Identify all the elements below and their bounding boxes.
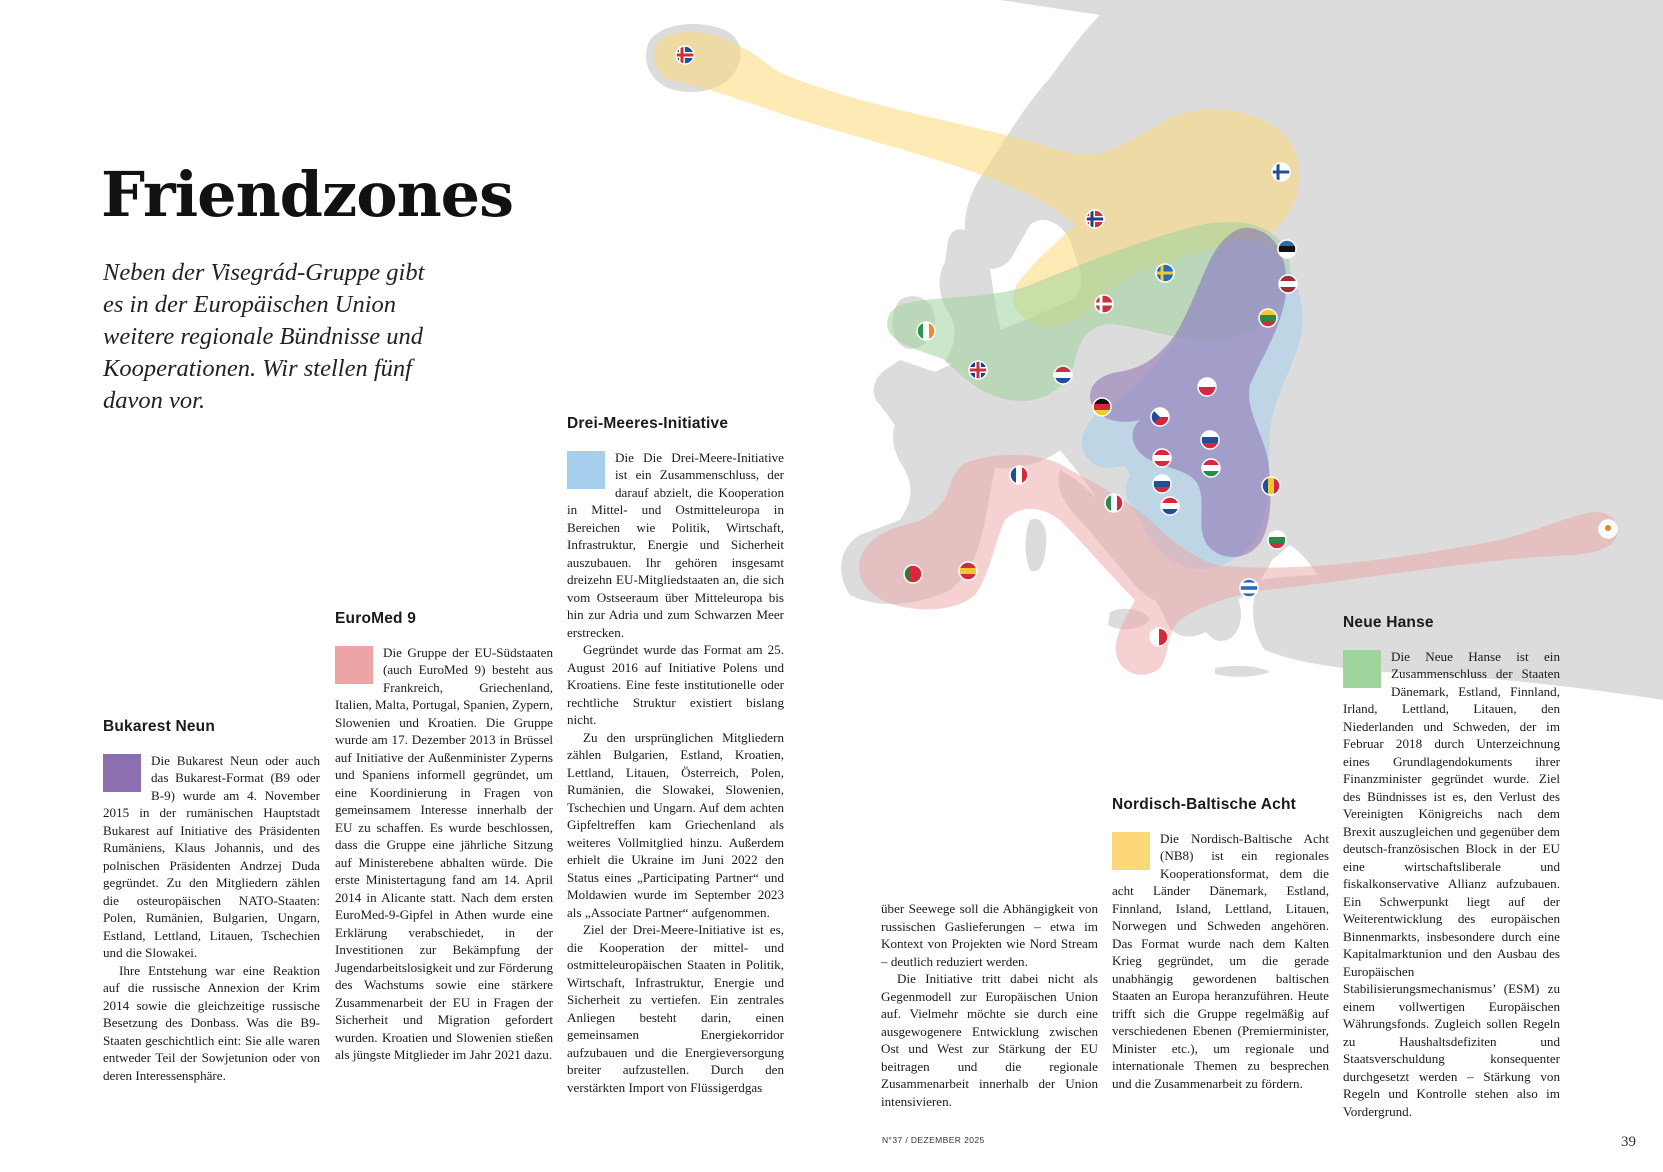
body-paragraph: Ihre Entstehung war eine Reaktion auf die russische Annexion der Krim 2014 sowie die gleichzeitige russische Besetzung des Donbass. Was die B9-Staaten geschichtlich eint: Sie alle waren entweder Teil der Sowjetunion oder von deren Interessensphäre. bbox=[103, 962, 320, 1083]
section-heading: Nordisch-Baltische Acht bbox=[1112, 796, 1297, 813]
body-paragraph: über Seewege soll die Abhängigkeit von russischen Gaslieferungen – etwa im Kontext von Projekten wie Nord Stream – deutlich reduziert werden. bbox=[881, 901, 1098, 969]
body-paragraph: Die Gruppe der EU-Südstaaten (auch EuroMed 9) besteht aus Frankreich, Griechenland, Italien, Malta, Portugal, Spanien, Zypern, Slowenien und Kroatien. Die Gruppe wurde am 17. Dezember 2013 in Brüssel auf Initiative der Außenminister Zyperns und Spaniens informell gegründet, um eine Koordinierung in Fragen von gemeinsamem Interesse innerhalb der EU zu schaffen. Es wurde beschlossen, dass die Gruppe eine jährliche Sitzung auf Ministerebene abhalten würde. Die erste Ministertagung fand am 14. April 2014 in Alicante statt. Nach dem ersten EuroMed-9-Gipfel in Athen wurde eine Erklärung verabschiedet, in der Investitionen zur Bekämpfung der Jugendarbeitslosigkeit und zur Förderung des Wachstums sowie eine stärkere Zusammenarbeit der EU in Fragen der Sicherheit und Migration gefordert wurden. Kroatien und Slowenien stießen als jüngste Mitglieder im Jahr 2021 dazu. bbox=[335, 644, 553, 1062]
body-paragraph: Gegründet wurde das Format am 25. August 2016 auf Initiative Polens und Kroatiens. Eine feste institutionelle oder rechtliche Struktur existiert bislang nicht. bbox=[567, 642, 784, 727]
land-sardinia bbox=[1026, 519, 1047, 572]
section-hanse bbox=[1343, 614, 1560, 1120]
body-paragraph: Ziel der Drei-Meere-Initiative ist es, die Kooperation der mittel- und ostmitteleuropäischen Staaten in Politik, Wirtschaft, Infrastruktur, Energie und Sicherheit zu vertiefen. Ein zentrales Anliegen besteht darin, einen gemeinsamen Energiekorridor aufzubauen und die Energieversorgung breiter aufzustellen. Durch den verstärkten Import von Flüssigerdgas bbox=[567, 922, 784, 1095]
section-b9 bbox=[103, 718, 320, 1084]
body-paragraph: Die Bukarest Neun oder auch das Bukarest-Format (B9 oder B-9) wurde am 4. November 2015 in der rumänischen Hauptstadt Bukarest auf Initiative des Präsidenten Rumäniens, Klaus Johannis, und des polnischen Präsidenten Andrzej Duda gegründet. Zu den Mitgliedern zählen die osteuropäischen NATO-Staaten: Polen, Rumänien, Bulgarien, Ungarn, Estland, Lettland, Litauen, Tschechien und die Slowakei. bbox=[103, 752, 320, 960]
lead-paragraph: Neben der Visegrád-Gruppe gibt es in der Europäischen Union weitere regionale Bündnisse und Kooperationen. Wir stellen fünf davon vor. bbox=[103, 259, 425, 414]
legend-swatch-nb8 bbox=[1112, 832, 1150, 870]
issue-footer: N°37 / DEZEMBER 2025 bbox=[882, 1135, 985, 1145]
body-paragraph: Die Neue Hanse ist ein Zusammenschluss der Staaten Dänemark, Estland, Finnland, Irland, Lettland, Litauen, den Niederlanden und Schweden, der im Februar 2018 durch Unterzeichnung eines Grundlagendokuments ihrer Finanzminister gegründet wurde. Ziel des Bündnisses ist es, den Verlust des Vereinigten Königreichs nach dem Brexit auszugleichen und gegenüber dem deutsch-französischen Block in der EU eine wirtschaftsliberale und fiskalkonservative Allianz aufzubauen. Ein Schwerpunkt liegt auf der Weiterentwicklung des europäischen Binnenmarkts, insbesondere durch eine Kapitalmarktunion und den Ausbau des Europäischen Stabilisierungsmechanismus’ (ESM) zu einem vollwertigen Europäischen Währungsfonds. Zugleich sollen Regeln zu Haushaltsdefiziten und Staatsverschuldung konsequenter durchgesetzt werden – Stärkung von Regeln und Kontrolle stehen also im Vordergrund. bbox=[1343, 648, 1560, 1119]
body-paragraph: Die Initiative tritt dabei nicht als Gegenmodell zur Europäischen Union auf. Vielmehr möchte sie durch eine ausgewogenere Entwicklung zwischen Ost und West zur Stärkung der EU beitragen und die regionale Zusammenarbeit innerhalb der Union intensivieren. bbox=[881, 971, 1098, 1109]
legend-swatch-b9 bbox=[103, 754, 141, 792]
section-heading: Drei-Meeres-Initiative bbox=[567, 415, 729, 432]
section-heading: Bukarest Neun bbox=[103, 718, 215, 735]
body-paragraph: Die Nordisch-Baltische Acht (NB8) ist ein regionales Kooperationsformat, dem die acht Länder Dänemark, Estland, Finnland, Island, Lettland, Litauen, Norwegen und Schweden angehören. Das Format wurde nach dem Kalten Krieg gegründet, um die gerade unabhängig gewordenen baltischen Staaten an Europa heranzuführen. Heute trifft sich die Gruppe regelmäßig auf verschiedenen Ebenen (Premierminister, Minister etc.), um regionale und internationale Themen zu besprechen und die Zusammenarbeit zu fördern. bbox=[1112, 830, 1329, 1091]
section-nb8 bbox=[1112, 796, 1329, 1092]
page-title: Friendzones bbox=[101, 158, 514, 231]
body-paragraph: Zu den ursprünglichen Mitgliedern zählen Bulgarien, Estland, Kroatien, Lettland, Litauen, Österreich, Polen, Rumänien, die Slowakei, Slowenien, Tschechien und Ungarn. Auf dem achten Gipfeltreffen kam Griechenland als weiteres Vollmitglied hinzu. Außerdem erhielt die Ukraine im Juni 2022 den Status eines „Participating Partner“ und Moldawien wurde im September 2023 als „Associate Partner“ aufgenommen. bbox=[567, 729, 784, 920]
section-heading: Neue Hanse bbox=[1343, 614, 1434, 631]
land-crete bbox=[1215, 666, 1270, 677]
section-three-seas-continued bbox=[881, 900, 1098, 1110]
page-number: 39 bbox=[1621, 1134, 1636, 1150]
legend-swatch-hanse bbox=[1343, 650, 1381, 688]
section-three-seas bbox=[567, 415, 784, 1096]
legend-swatch-three-seas bbox=[567, 451, 605, 489]
section-heading: EuroMed 9 bbox=[335, 610, 417, 627]
legend-swatch-euromed bbox=[335, 646, 373, 684]
body-paragraph: Die Die Drei-Meere-Initiative ist ein Zusammenschluss, der darauf abzielt, die Kooperation in Mittel- und Ostmitteleuropa in Bereichen wie Politik, Wirtschaft, Infrastruktur, Energie und Sicherheit auszubauen. Ihr gehören insgesamt dreizehn EU-Mitgliedstaaten an, die sich vom Ostseeraum über Mitteleuropa bis hin zur Adria und zum Schwarzen Meer erstrecken. bbox=[567, 449, 784, 640]
section-euromed bbox=[335, 610, 553, 1064]
